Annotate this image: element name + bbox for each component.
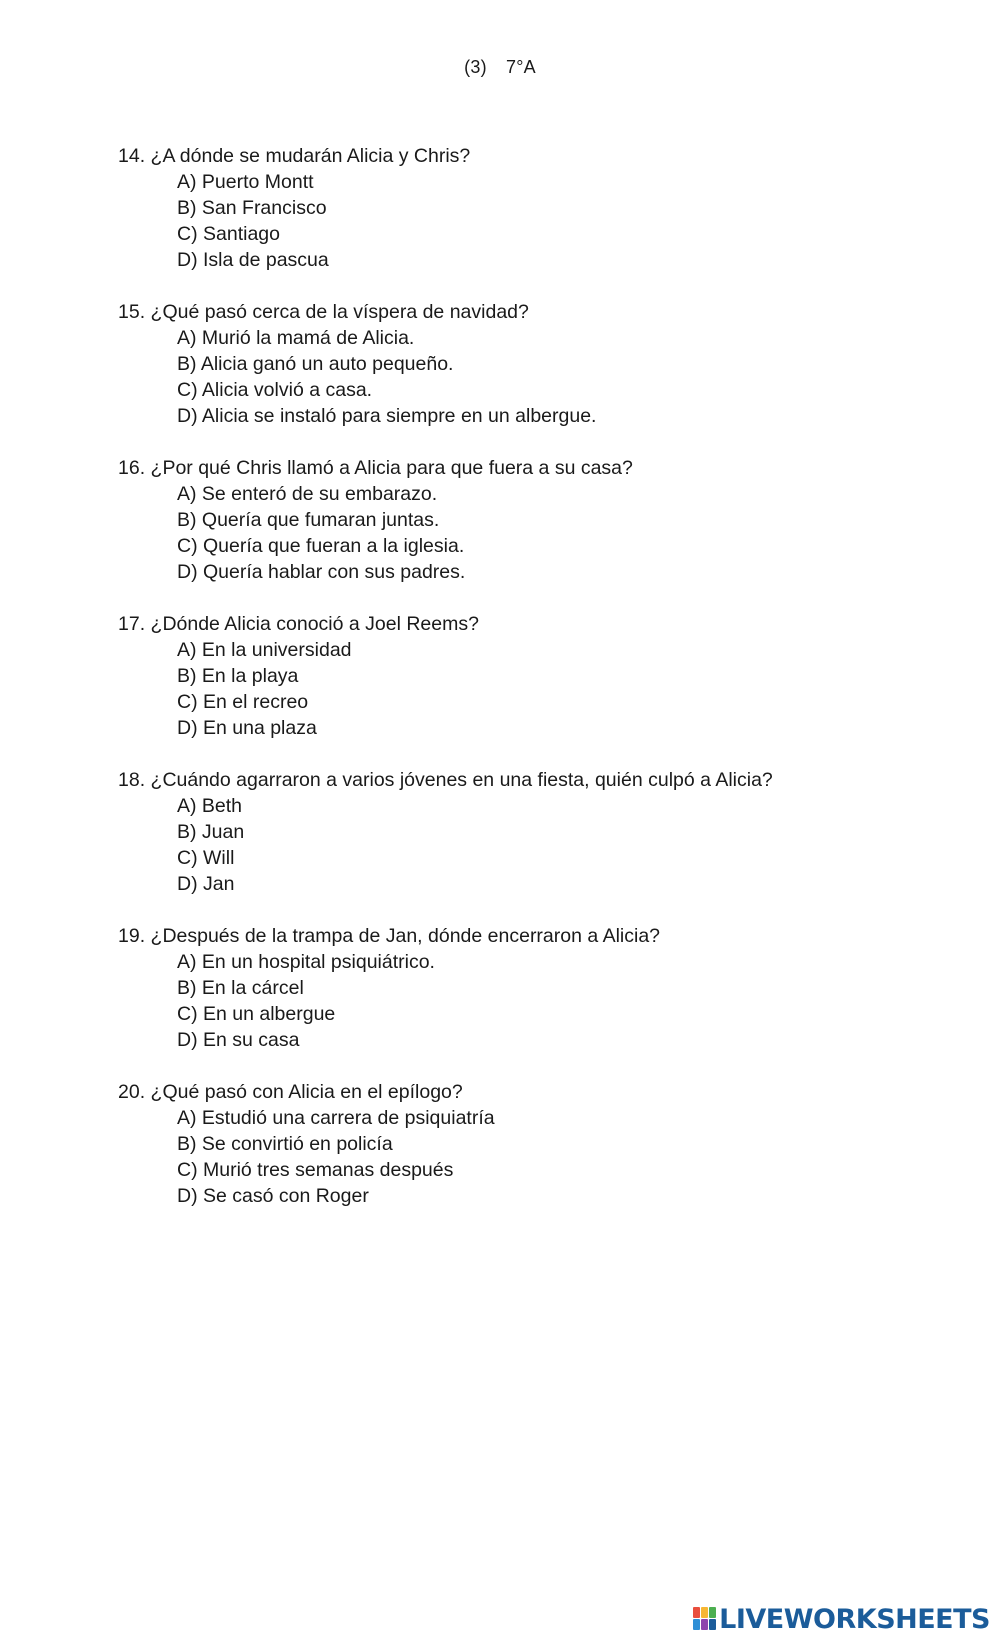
answer-option: B) Se convirtió en policía (177, 1133, 393, 1155)
answer-option: D) En una plaza (177, 717, 317, 739)
answer-option: C) Alicia volvió a casa. (177, 379, 373, 401)
answer-option: C) Murió tres semanas después (177, 1159, 454, 1181)
question-text: ¿Qué pasó con Alicia en el epílogo? (150, 1081, 463, 1103)
brand-name: LIVEWORKSHEETS (719, 1603, 990, 1635)
question-block (118, 1079, 958, 1209)
question-text: ¿Dónde Alicia conoció a Joel Reems? (150, 613, 479, 635)
logo-square (701, 1607, 708, 1618)
question-line (118, 1079, 958, 1105)
question-block (118, 299, 958, 429)
question-list (118, 143, 958, 1235)
answer-option: D) En su casa (177, 1029, 300, 1051)
question-line (118, 455, 958, 481)
answer-option: D) Alicia se instaló para siempre en un albergue. (177, 405, 597, 427)
grade-label: 7°A (505, 57, 536, 77)
question-block (118, 767, 958, 897)
question-text: ¿Después de la trampa de Jan, dónde encerraron a Alicia? (150, 925, 661, 947)
question-number: 15. (118, 301, 146, 323)
answer-option: A) Puerto Montt (177, 171, 314, 193)
answer-options (118, 481, 958, 585)
answer-option: C) En el recreo (177, 691, 309, 713)
answer-option: B) Juan (177, 821, 245, 843)
question-line (118, 767, 958, 793)
page-header (0, 57, 1000, 78)
logo-square (709, 1619, 716, 1630)
answer-option: D) Se casó con Roger (177, 1185, 369, 1207)
answer-option: D) Jan (177, 873, 235, 895)
answer-option: B) Alicia ganó un auto pequeño. (177, 353, 454, 375)
question-block (118, 923, 958, 1053)
question-text: ¿A dónde se mudarán Alicia y Chris? (150, 145, 471, 167)
answer-options (118, 949, 958, 1053)
liveworksheets-logo-icon (693, 1607, 715, 1631)
answer-options (118, 1105, 958, 1209)
answer-option: D) Quería hablar con sus padres. (177, 561, 466, 583)
question-line (118, 143, 958, 169)
answer-options (118, 169, 958, 273)
question-number: 14. (118, 145, 146, 167)
question-number: 18. (118, 769, 146, 791)
answer-option: C) En un albergue (177, 1003, 336, 1025)
question-block (118, 455, 958, 585)
logo-square (709, 1607, 716, 1618)
logo-square (693, 1619, 700, 1630)
answer-options (118, 637, 958, 741)
answer-option: A) En un hospital psiquiátrico. (177, 951, 435, 973)
logo-square (693, 1607, 700, 1618)
answer-option: D) Isla de pascua (177, 249, 329, 271)
question-block (118, 143, 958, 273)
question-number: 17. (118, 613, 146, 635)
answer-option: B) San Francisco (177, 197, 327, 219)
answer-option: A) Beth (177, 795, 243, 817)
question-number: 20. (118, 1081, 146, 1103)
answer-option: C) Santiago (177, 223, 280, 245)
page-number: (3) (464, 57, 487, 77)
answer-option: B) En la cárcel (177, 977, 304, 999)
question-text: ¿Qué pasó cerca de la víspera de navidad? (150, 301, 529, 323)
question-text: ¿Cuándo agarraron a varios jóvenes en una fiesta, quién culpó a Alicia? (150, 769, 773, 791)
answer-option: B) Quería que fumaran juntas. (177, 509, 440, 531)
answer-option: C) Quería que fueran a la iglesia. (177, 535, 465, 557)
question-line (118, 611, 958, 637)
answer-option: C) Will (177, 847, 235, 869)
question-number: 19. (118, 925, 146, 947)
answer-option: A) Estudió una carrera de psiquiatría (177, 1107, 495, 1129)
question-line (118, 923, 958, 949)
liveworksheets-brand (693, 1601, 990, 1637)
logo-square (701, 1619, 708, 1630)
question-number: 16. (118, 457, 146, 479)
answer-options (118, 325, 958, 429)
answer-option: A) En la universidad (177, 639, 352, 661)
question-text: ¿Por qué Chris llamó a Alicia para que fuera a su casa? (150, 457, 633, 479)
answer-option: B) En la playa (177, 665, 299, 687)
question-line (118, 299, 958, 325)
question-block (118, 611, 958, 741)
answer-options (118, 793, 958, 897)
answer-option: A) Murió la mamá de Alicia. (177, 327, 415, 349)
answer-option: A) Se enteró de su embarazo. (177, 483, 438, 505)
